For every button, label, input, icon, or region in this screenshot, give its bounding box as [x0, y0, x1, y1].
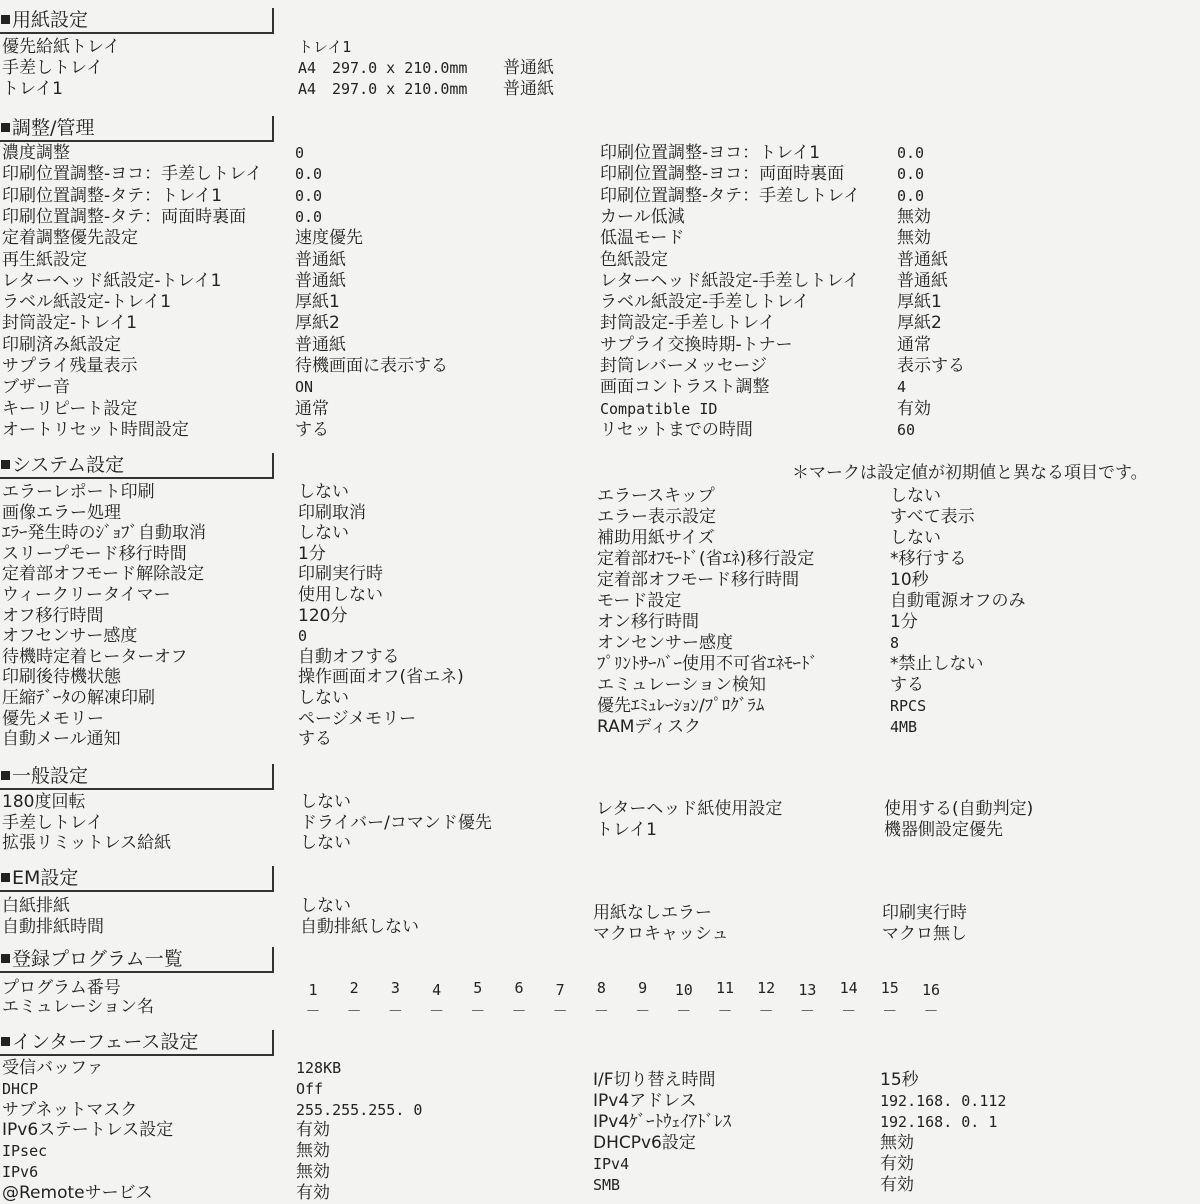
- emulation-name-empty: －: [593, 1002, 609, 1020]
- emulation-name-empty: －: [429, 1002, 445, 1020]
- setting-label: RAMディスク: [597, 717, 702, 737]
- setting-value: 有効: [880, 1175, 914, 1195]
- section-header-programs: [0, 947, 274, 973]
- setting-value: 印刷取消: [298, 502, 366, 523]
- setting-value: 厚紙2: [897, 313, 942, 334]
- setting-label: 封筒設定-トレイ1: [2, 313, 138, 334]
- emulation-name-empty: －: [799, 1002, 815, 1020]
- setting-label: IPsec: [2, 1142, 48, 1161]
- setting-value: 128KB: [296, 1059, 342, 1077]
- setting-label: 自動排紙時間: [2, 916, 104, 937]
- setting-value: しない: [298, 688, 349, 708]
- program-number: 13: [798, 981, 817, 999]
- setting-label: マクロキャッシュ: [593, 923, 729, 944]
- setting-value: 印刷実行時: [298, 564, 383, 585]
- setting-value: する: [295, 419, 329, 440]
- setting-label: レターヘッド紙使用設定: [596, 799, 783, 819]
- setting-value: A4: [298, 59, 317, 77]
- bullet-square-icon: [1, 15, 10, 24]
- setting-label: 180度回転: [2, 792, 86, 812]
- setting-label: SMB: [593, 1176, 621, 1194]
- setting-value: 0.0: [897, 186, 925, 205]
- setting-value: しない: [300, 896, 351, 916]
- emulation-name-empty: －: [676, 1002, 692, 1020]
- setting-label: オフセンサー感度: [2, 626, 138, 647]
- setting-label: 待機時定着ヒーターオフ: [2, 646, 188, 667]
- setting-label: ブザー音: [2, 377, 70, 398]
- setting-label: Compatible ID: [600, 399, 718, 418]
- setting-label: 印刷位置調整-ヨコ：手差しトレイ: [2, 164, 263, 185]
- program-number: 15: [880, 979, 899, 997]
- setting-label: 濃度調整: [2, 143, 70, 163]
- setting-label: ウィークリータイマー: [2, 585, 171, 605]
- setting-value: しない: [298, 482, 349, 502]
- program-number: 10: [674, 981, 693, 999]
- setting-label: 色紙設定: [600, 249, 668, 270]
- setting-label: IPv4アドレス: [593, 1091, 697, 1111]
- program-number: 2: [349, 979, 359, 997]
- section-title: 登録プログラム一覧: [12, 948, 183, 970]
- setting-label: リセットまでの時間: [600, 419, 753, 440]
- setting-label: 画面コントラスト調整: [600, 377, 770, 398]
- setting-label: 拡張リミットレス給紙: [2, 833, 172, 853]
- setting-label: 印刷位置調整-タテ：両面時裏面: [2, 206, 247, 227]
- setting-label: DHCP: [2, 1079, 39, 1098]
- setting-label: ﾌﾟﾘﾝﾄｻｰﾊﾞｰ使用不可省ｴﾈﾓｰﾄﾞ: [597, 654, 818, 674]
- setting-label: モード設定: [597, 591, 682, 611]
- program-number: 8: [596, 979, 606, 997]
- setting-label: レターヘッド紙設定-トレイ1: [2, 270, 222, 291]
- setting-label: ラベル紙設定-トレイ1: [2, 292, 172, 313]
- setting-value: 普通紙: [897, 249, 948, 270]
- setting-value: 厚紙2: [295, 313, 340, 334]
- setting-value: 無効: [296, 1162, 330, 1182]
- setting-value: 普通紙: [295, 270, 346, 291]
- setting-label: オンセンサー感度: [597, 633, 733, 653]
- section-header-system: [0, 453, 274, 479]
- setting-label: I/F切り替え時間: [593, 1070, 716, 1090]
- setting-label: 白紙排紙: [2, 896, 70, 916]
- setting-value: 待機画面に表示する: [295, 356, 448, 376]
- program-number: 14: [839, 979, 858, 997]
- setting-value: 120分: [298, 605, 348, 626]
- setting-value: する: [890, 675, 924, 695]
- bullet-square-icon: [1, 460, 10, 469]
- setting-value: する: [298, 729, 332, 750]
- program-number: 4: [432, 981, 442, 999]
- setting-label: 画像エラー処理: [2, 502, 121, 523]
- setting-label: エラー表示設定: [597, 507, 716, 527]
- setting-label: サプライ残量表示: [2, 356, 138, 376]
- setting-label: エミュレーション検知: [597, 675, 766, 695]
- program-number: 16: [921, 981, 941, 999]
- setting-value: しない: [890, 528, 941, 548]
- setting-value: 0: [298, 627, 308, 646]
- emulation-name-empty: －: [511, 1002, 527, 1020]
- setting-label: キーリピート設定: [2, 398, 138, 419]
- program-number: 5: [473, 979, 483, 997]
- setting-value: ドライバー/コマンド優先: [300, 812, 492, 833]
- setting-label: 優先メモリー: [2, 708, 104, 729]
- setting-value: 自動電源オフのみ: [890, 591, 1026, 611]
- program-number: 3: [390, 979, 400, 997]
- setting-value: 表示する: [897, 356, 965, 376]
- setting-value: 印刷実行時: [882, 903, 967, 923]
- setting-label: 印刷位置調整-ヨコ：トレイ1: [600, 143, 821, 163]
- setting-label: 優先給紙トレイ: [2, 37, 121, 57]
- setting-value: 無効: [296, 1141, 330, 1162]
- setting-value: マクロ無し: [882, 923, 967, 944]
- emulation-name-empty: －: [882, 1002, 898, 1020]
- setting-label: 印刷位置調整-ヨコ：両面時裏面: [600, 164, 845, 185]
- setting-value: 有効: [296, 1182, 330, 1203]
- setting-value: 15秒: [880, 1070, 919, 1090]
- setting-label: スリープモード移行時間: [2, 543, 187, 564]
- setting-value: 有効: [897, 398, 931, 419]
- setting-value: 0.0: [295, 165, 323, 184]
- setting-value: *禁止しない: [890, 654, 984, 674]
- setting-label: レターヘッド紙設定-手差しトレイ: [600, 270, 860, 291]
- setting-value: 0.0: [897, 165, 925, 184]
- setting-value: ページメモリー: [298, 708, 417, 729]
- setting-label: 印刷位置調整-タテ：手差しトレイ: [600, 185, 861, 206]
- setting-label: 定着部ｵﾌﾓｰﾄﾞ(省ｴﾈ)移行設定: [597, 549, 815, 569]
- bullet-square-icon: [1, 1037, 10, 1046]
- setting-value: 0: [295, 144, 305, 162]
- setting-value: 0.0: [295, 186, 323, 205]
- setting-value: 自動排紙しない: [300, 916, 419, 937]
- setting-value: 自動オフする: [298, 646, 400, 667]
- bullet-square-icon: [1, 123, 10, 132]
- emulation-name-empty: －: [552, 1002, 568, 1020]
- setting-label: 印刷済み紙設定: [2, 334, 121, 355]
- setting-value: 機器側設定優先: [884, 819, 1003, 840]
- section-header-em: [0, 866, 274, 892]
- bullet-square-icon: [1, 873, 10, 882]
- setting-label: オフ移行時間: [2, 605, 104, 626]
- setting-label: 受信バッファ: [2, 1058, 104, 1078]
- setting-label: 再生紙設定: [2, 249, 87, 270]
- setting-label: 封筒レバーメッセージ: [600, 356, 767, 376]
- setting-value: 普通紙: [295, 334, 346, 355]
- setting-value: *移行する: [890, 549, 967, 569]
- setting-label: 補助用紙サイズ: [597, 528, 715, 548]
- section-title: 一般設定: [12, 765, 89, 787]
- paper-size: 297.0 x 210.0mm: [332, 59, 468, 77]
- setting-value: 普通紙: [295, 249, 346, 270]
- paper-type: 普通紙: [503, 58, 554, 78]
- program-number: 9: [638, 979, 648, 997]
- program-number-label: プログラム番号: [2, 978, 121, 998]
- setting-value: 4: [897, 378, 907, 397]
- program-number: 1: [308, 981, 318, 999]
- setting-label: 低温モード: [600, 228, 685, 249]
- setting-label: IPv4: [593, 1155, 630, 1173]
- setting-value: 使用する(自動判定): [884, 799, 1034, 819]
- setting-label: トレイ1: [596, 819, 657, 840]
- bullet-square-icon: [1, 771, 10, 780]
- emulation-name-label: エミュレーション名: [2, 997, 154, 1017]
- emulation-name-empty: －: [635, 1002, 651, 1020]
- section-title: インターフェース設定: [12, 1031, 199, 1053]
- setting-value: 厚紙1: [295, 292, 340, 313]
- setting-label: サブネットマスク: [2, 1099, 138, 1120]
- setting-value: 普通紙: [897, 270, 948, 291]
- paper-size: 297.0 x 210.0mm: [332, 80, 468, 98]
- setting-label: DHCPv6設定: [593, 1133, 696, 1153]
- setting-value: 0.0: [897, 144, 925, 162]
- setting-label: 定着部オフモード解除設定: [2, 564, 205, 585]
- setting-value: 通常: [295, 398, 329, 419]
- setting-value: 255.255.255. 0: [296, 1100, 423, 1119]
- setting-label: 用紙なしエラー: [593, 903, 712, 923]
- setting-label: IPv6: [2, 1163, 39, 1181]
- section-header-general: [0, 764, 274, 790]
- setting-value: 4MB: [890, 718, 918, 736]
- setting-value: 速度優先: [295, 228, 363, 249]
- setting-value: 厚紙1: [897, 292, 942, 313]
- setting-value: 1分: [890, 612, 918, 632]
- default-difference-note: ＊マークは設定値が初期値と異なる項目です。: [792, 463, 1148, 483]
- program-number: 11: [715, 979, 735, 997]
- setting-value: ON: [295, 378, 314, 397]
- setting-value: しない: [298, 523, 349, 544]
- paper-type: 普通紙: [503, 79, 554, 99]
- setting-value: 192.168. 0.112: [880, 1092, 1007, 1110]
- program-number: 7: [555, 981, 565, 999]
- setting-label: エラースキップ: [597, 486, 715, 506]
- emulation-name-empty: －: [387, 1002, 403, 1020]
- emulation-name-empty: －: [923, 1002, 939, 1020]
- setting-label: オートリセット時間設定: [2, 419, 189, 440]
- setting-label: 封筒設定-手差しトレイ: [600, 313, 776, 334]
- setting-label: IPv4ｹﾞｰﾄｳｪｲｱﾄﾞﾚｽ: [593, 1112, 732, 1132]
- emulation-name-empty: －: [841, 1002, 857, 1020]
- setting-value: 10秒: [890, 570, 929, 590]
- setting-label: 圧縮ﾃﾞｰﾀの解凍印刷: [2, 688, 155, 708]
- section-title: 用紙設定: [12, 9, 89, 31]
- setting-value: 通常: [897, 334, 931, 355]
- setting-label: カール低減: [600, 206, 685, 227]
- setting-value: Off: [296, 1079, 324, 1098]
- setting-label: 定着調整優先設定: [2, 228, 138, 249]
- setting-label: IPv6ステートレス設定: [2, 1120, 174, 1141]
- setting-value: 操作画面オフ(省エネ): [298, 667, 464, 688]
- setting-value: 8: [890, 634, 900, 652]
- setting-label: 印刷位置調整-タテ：トレイ1: [2, 185, 223, 206]
- setting-value: しない: [300, 792, 351, 812]
- section-header-paper: [0, 8, 274, 34]
- setting-value: 有効: [296, 1120, 330, 1141]
- setting-value: すべて表示: [890, 507, 975, 527]
- program-number: 6: [514, 979, 524, 997]
- setting-value: 使用しない: [298, 585, 383, 605]
- setting-label: @Remoteサービス: [2, 1182, 153, 1203]
- setting-value: 1分: [298, 543, 326, 564]
- section-title: 調整/管理: [12, 117, 95, 139]
- emulation-name-empty: －: [470, 1002, 486, 1020]
- setting-label: トレイ1: [2, 79, 63, 99]
- setting-value: 有効: [880, 1154, 914, 1174]
- setting-label: 定着部オフモード移行時間: [597, 570, 800, 590]
- setting-label: 印刷後待機状態: [2, 667, 121, 688]
- emulation-name-empty: －: [305, 1002, 321, 1020]
- setting-value: RPCS: [890, 697, 927, 715]
- setting-value: しない: [300, 833, 351, 853]
- setting-label: サプライ交換時期-トナー: [600, 334, 793, 355]
- setting-label: 自動メール通知: [2, 729, 121, 750]
- setting-label: オン移行時間: [597, 612, 699, 632]
- setting-label: ラベル紙設定-手差しトレイ: [600, 292, 810, 313]
- section-title: システム設定: [12, 454, 125, 476]
- setting-value: 192.168. 0. 1: [880, 1113, 998, 1131]
- setting-value: A4: [298, 80, 317, 98]
- setting-label: 手差しトレイ: [2, 812, 104, 833]
- emulation-name-empty: －: [717, 1002, 733, 1020]
- section-header-interface: [0, 1030, 274, 1056]
- setting-label: ｴﾗｰ発生時のｼﾞｮﾌﾞ自動取消: [2, 523, 206, 544]
- setting-label: エラーレポート印刷: [2, 482, 155, 502]
- emulation-name-empty: －: [758, 1002, 774, 1020]
- setting-value: 無効: [897, 206, 931, 227]
- setting-value: 60: [897, 420, 916, 439]
- setting-label: 手差しトレイ: [2, 58, 104, 78]
- setting-value: 無効: [880, 1133, 914, 1153]
- setting-value: 無効: [897, 228, 931, 249]
- section-title: EM設定: [12, 867, 79, 889]
- bullet-square-icon: [1, 954, 10, 963]
- setting-value: トレイ1: [298, 38, 352, 56]
- setting-value: しない: [890, 486, 941, 506]
- emulation-name-empty: －: [346, 1002, 362, 1020]
- section-header-adjust: [0, 116, 274, 142]
- setting-value: 0.0: [295, 207, 323, 226]
- program-number: 12: [757, 979, 776, 997]
- setting-label: 優先ｴﾐｭﾚｰｼｮﾝ/ﾌﾟﾛｸﾞﾗﾑ: [597, 696, 765, 716]
